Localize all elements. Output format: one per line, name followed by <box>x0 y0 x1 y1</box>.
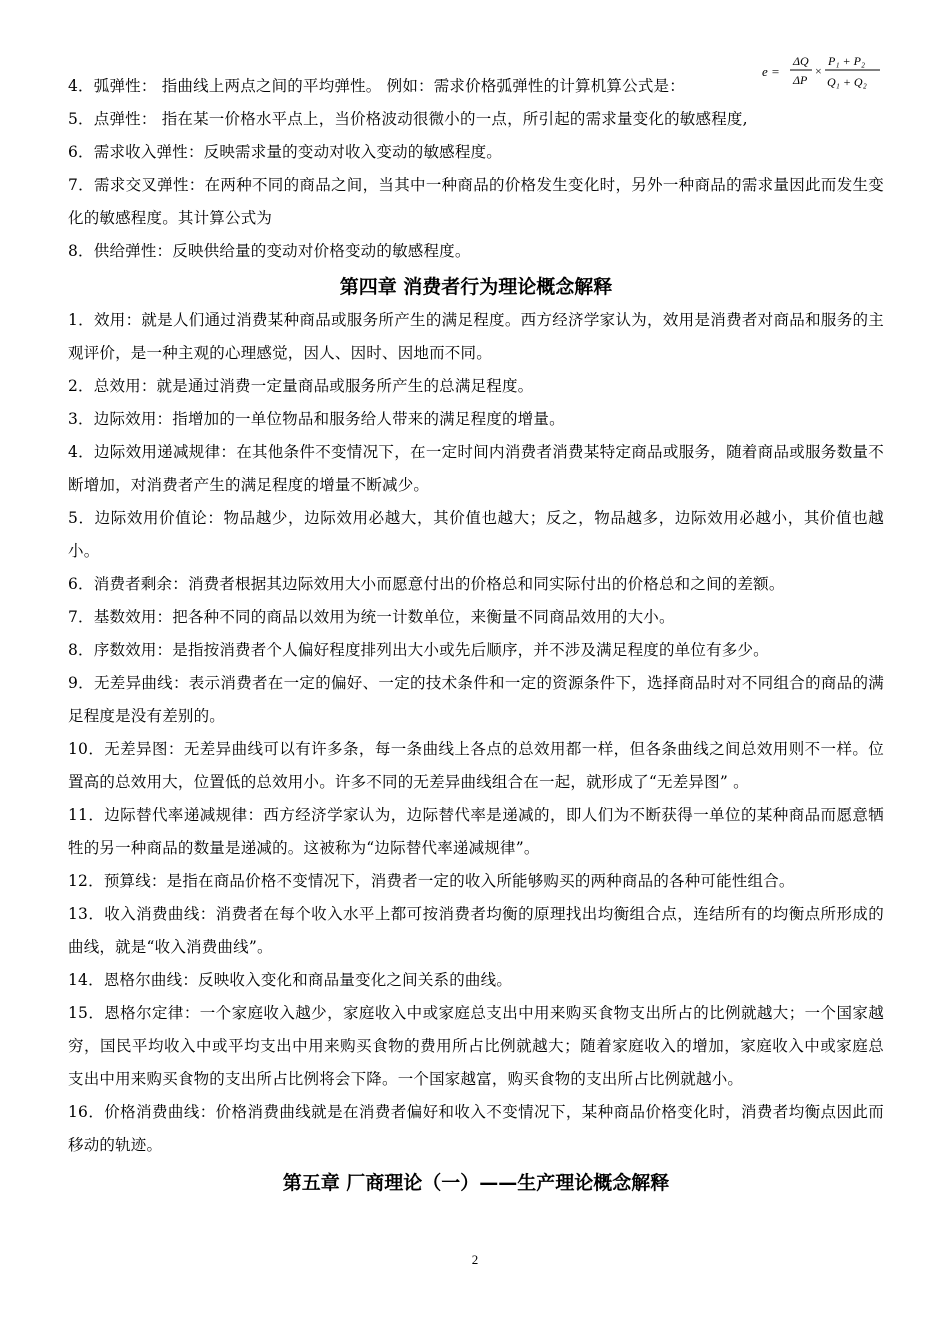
formula-denominator-1: ΔP <box>793 73 808 87</box>
formula-times: × <box>815 64 822 78</box>
ch4-item-14: 14．恩格尔曲线：反映收入变化和商品量变化之间关系的曲线。 <box>68 971 513 989</box>
ch4-item-2: 2．总效用：就是通过消费一定量商品或服务所产生的总满足程度。 <box>68 377 534 395</box>
chapter-5-title: 第五章 厂商理论（一）——生产理论概念解释 <box>282 1172 670 1194</box>
formula-numerator-2: P₁ + P₂ <box>828 54 866 68</box>
page-number: 2 <box>471 1252 479 1267</box>
ch4-item-13: 13．收入消费曲线：消费者在每个收入水平上都可按消费者均衡的原理找出均衡组合点，连结所有的均衡点所形成的曲线，就是“收入消费曲线”。 <box>68 905 884 956</box>
formula-lhs: e = <box>762 64 780 79</box>
ch4-item-9: 9．无差异曲线：表示消费者在一定的偏好、一定的技术条件和一定的资源条件下，选择商品时对不同组合的商品的满足程度是没有差别的。 <box>68 674 884 725</box>
item-supply-elasticity: 8．供给弹性：反映供给量的变动对价格变动的敏感程度。 <box>68 242 471 260</box>
item-income-elasticity: 6．需求收入弹性：反映需求量的变动对收入变动的敏感程度。 <box>68 143 502 161</box>
item-point-elasticity: 5．点弹性： 指在某一价格水平点上，当价格波动很微小的一点，所引起的需求量变化的敏感程度, <box>68 110 748 128</box>
formula-numerator-1: ΔQ <box>793 54 809 68</box>
ch4-item-3: 3．边际效用：指增加的一单位物品和服务给人带来的满足程度的增量。 <box>68 410 565 428</box>
ch4-item-11: 11．边际替代率递减规律：西方经济学家认为，边际替代率是递减的，即人们为不断获得一单位的某种商品而愿意牺牲的另一种商品的数量是递减的。这被称为“边际替代率递减规律”。 <box>68 806 884 857</box>
document-body <box>68 70 884 1200</box>
ch4-item-10: 10．无差异图：无差异曲线可以有许多条，每一条曲线上各点的总效用都一样，但各条曲线之间总效用则不一样。位置高的总效用大，位置低的总效用小。许多不同的无差异曲线组合在一起，就形成了“无差异图” 。 <box>68 740 884 791</box>
ch4-item-12: 12．预算线：是指在商品价格不变情况下，消费者一定的收入所能够购买的两种商品的各种可能性组合。 <box>68 872 795 890</box>
ch4-item-7: 7．基数效用：把各种不同的商品以效用为统一计数单位，来衡量不同商品效用的大小。 <box>68 608 675 626</box>
ch4-item-8: 8．序数效用：是指按消费者个人偏好程度排列出大小或先后顺序，并不涉及满足程度的单位有多少。 <box>68 641 769 659</box>
item-cross-elasticity: 7．需求交叉弹性：在两种不同的商品之间，当其中一种商品的价格发生变化时，另外一种商品的需求量因此而发生变化的敏感程度。其计算公式为 <box>68 176 884 227</box>
ch4-item-4: 4．边际效用递减规律：在其他条件不变情况下，在一定时间内消费者消费某特定商品或服务，随着商品或服务数量不断增加，对消费者产生的满足程度的增量不断减少。 <box>68 443 884 494</box>
item-arc-elasticity: 4．弧弹性： 指曲线上两点之间的平均弹性。 例如：需求价格弧弹性的计算机算公式是： <box>68 77 685 95</box>
chapter-4-title: 第四章 消费者行为理论概念解释 <box>339 276 613 298</box>
formula-denominator-2: Q₁ + Q₂ <box>827 75 867 89</box>
ch4-item-5: 5．边际效用价值论：物品越少，边际效用必越大，其价值也越大；反之，物品越多，边际效用必越小，其价值也越小。 <box>68 509 884 560</box>
ch4-item-16: 16．价格消费曲线：价格消费曲线就是在消费者偏好和收入不变情况下，某种商品价格变化时，消费者均衡点因此而移动的轨迹。 <box>68 1103 884 1154</box>
ch4-item-15: 15．恩格尔定律：一个家庭收入越少，家庭收入中或家庭总支出中用来购买食物支出所占的比例就越大；一个国家越穷，国民平均收入中或平均支出中用来购买食物的费用所占比例就越大；随着家庭收入的增加，家庭收入中或家庭总支出中用来购买食物的支出所占比例将会下降。一个国家越富，购买食物的支出所占比例就越小。 <box>68 1004 884 1088</box>
ch4-item-6: 6．消费者剩余：消费者根据其边际效用大小而愿意付出的价格总和同实际付出的价格总和之间的差额。 <box>68 575 785 593</box>
ch4-item-1: 1．效用：就是人们通过消费某种商品或服务所产生的满足程度。西方经济学家认为，效用是消费者对商品和服务的主观评价，是一种主观的心理感觉，因人、因时、因地而不同。 <box>68 311 884 362</box>
